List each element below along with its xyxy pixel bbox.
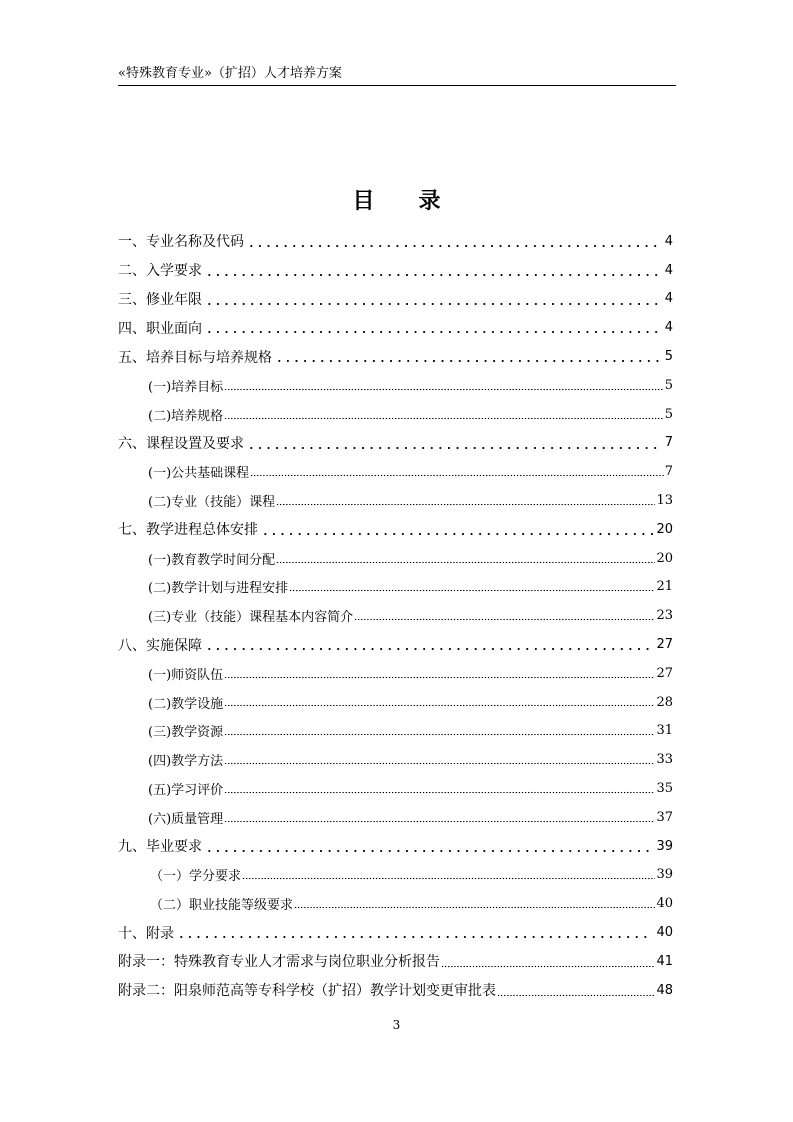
toc-subentry-page: 5 [664, 377, 673, 393]
toc-entry[interactable] [118, 429, 673, 458]
toc-entry-label: 十、附录 [118, 925, 174, 942]
toc-appendix-entry[interactable] [118, 976, 673, 1005]
toc-subentry[interactable] [118, 486, 673, 515]
toc-subentry-page: 20 [656, 550, 673, 566]
header-rule [118, 85, 676, 86]
toc-subentry-label: (一)师资队伍 [148, 667, 224, 683]
dot-leader [289, 580, 655, 594]
toc-entry-page: 4 [664, 320, 673, 336]
dot-leader [261, 522, 653, 538]
toc-subentry-page: 27 [656, 665, 673, 681]
toc-subentry[interactable] [118, 601, 673, 630]
toc-subentry[interactable] [118, 573, 673, 602]
toc-entry[interactable] [118, 313, 673, 342]
toc-subentry-label: (二)专业（技能）课程 [148, 495, 276, 511]
toc-entry[interactable] [118, 630, 673, 659]
dot-leader [224, 695, 655, 709]
toc-subentry[interactable] [118, 544, 673, 573]
toc-subentry-label: (五)学习评价 [148, 783, 224, 799]
dot-leader [441, 954, 655, 970]
toc-subentry[interactable] [118, 688, 673, 717]
dot-leader [224, 378, 664, 392]
toc-entry-label: 一、专业名称及代码 [118, 234, 244, 251]
running-header: «特殊教育专业»（扩招）人才培养方案 [118, 66, 342, 81]
toc-entry-page: 5 [664, 349, 673, 365]
toc-entry-label: 三、修业年限 [118, 291, 202, 308]
toc-appendix-page: 48 [656, 982, 673, 998]
toc-entry-label: 六、课程设置及要求 [118, 435, 244, 452]
toc-entry-label: 五、培养目标与培养规格 [118, 349, 272, 366]
toc-subentry-label: （一）学分要求 [150, 869, 242, 885]
toc-entry-label: 九、毕业要求 [118, 839, 202, 856]
toc-title-char-1: 目 [352, 189, 375, 214]
toc-subentry-label: (一)培养目标 [148, 379, 224, 395]
toc-subentry-label: (六)质量管理 [148, 811, 224, 827]
toc-subentry[interactable] [118, 457, 673, 486]
toc-subentry-page: 33 [656, 752, 673, 768]
dot-leader [224, 782, 655, 796]
toc-appendix-label: 附录一：特殊教育专业人才需求与岗位职业分析报告 [118, 954, 440, 971]
dot-leader [205, 839, 653, 855]
toc-entry[interactable] [118, 832, 673, 861]
toc-subentry-page: 37 [656, 809, 673, 825]
toc-subentry-label: (二)培养规格 [148, 408, 224, 424]
toc-entry-label: 二、入学要求 [118, 263, 202, 280]
toc-subentry[interactable] [118, 774, 673, 803]
toc-subentry-label: (三)专业（技能）课程基本内容简介 [148, 610, 354, 626]
toc-entry-page: 27 [656, 637, 673, 653]
toc-entry-label: 四、职业面向 [118, 320, 202, 337]
dot-leader [205, 638, 653, 654]
toc-subentry-page: 31 [656, 723, 673, 739]
table-of-contents [118, 227, 673, 1005]
toc-entry[interactable] [118, 515, 673, 544]
toc-subentry-page: 13 [656, 493, 673, 509]
dot-leader [275, 350, 662, 366]
toc-entry[interactable] [118, 227, 673, 256]
dot-leader [354, 609, 655, 623]
toc-entry-page: 39 [656, 838, 673, 854]
toc-subentry-page: 7 [664, 464, 673, 480]
toc-subentry-label: (四)教学方法 [148, 754, 224, 770]
toc-subentry-label: (三)教学资源 [148, 725, 224, 741]
toc-subentry-page: 23 [656, 608, 673, 624]
toc-entry[interactable] [118, 342, 673, 371]
dot-leader [205, 263, 662, 279]
toc-appendix-page: 41 [656, 953, 673, 969]
dot-leader [177, 926, 653, 942]
toc-subentry[interactable] [118, 400, 673, 429]
dot-leader [242, 868, 655, 882]
toc-title [0, 184, 793, 215]
toc-subentry-page: 28 [656, 694, 673, 710]
toc-entry[interactable] [118, 256, 673, 285]
toc-title-char-2: 录 [418, 189, 441, 214]
page-number: 3 [392, 1018, 401, 1032]
toc-subentry-page: 21 [656, 579, 673, 595]
toc-entry-label: 七、教学进程总体安排 [118, 522, 258, 539]
dot-leader [205, 292, 662, 308]
toc-entry-page: 20 [656, 521, 673, 537]
toc-entry-page: 4 [664, 233, 673, 249]
toc-subentry-page: 5 [664, 406, 673, 422]
dot-leader [497, 983, 655, 999]
toc-entry-page: 40 [656, 925, 673, 941]
toc-subentry[interactable] [118, 861, 673, 890]
toc-entry-page: 4 [664, 291, 673, 307]
dot-leader [224, 724, 655, 738]
dot-leader [224, 753, 655, 767]
dot-leader [250, 465, 664, 479]
dot-leader [224, 666, 655, 680]
toc-subentry[interactable] [118, 371, 673, 400]
dot-leader [205, 321, 662, 337]
toc-entry-page: 4 [664, 262, 673, 278]
toc-subentry-label: (二)教学计划与进程安排 [148, 581, 289, 597]
toc-entry[interactable] [118, 918, 673, 947]
toc-subentry-page: 39 [656, 867, 673, 883]
dot-leader [224, 810, 655, 824]
toc-subentry[interactable] [118, 717, 673, 746]
toc-subentry[interactable] [118, 745, 673, 774]
dot-leader [247, 436, 662, 452]
dot-leader [294, 897, 655, 911]
toc-subentry[interactable] [118, 889, 673, 918]
toc-subentry-label: (一)教育教学时间分配 [148, 552, 276, 568]
toc-subentry[interactable] [118, 659, 673, 688]
toc-entry-label: 八、实施保障 [118, 637, 202, 654]
toc-entry[interactable] [118, 285, 673, 314]
toc-entry-page: 7 [664, 435, 673, 451]
dot-leader [224, 407, 664, 421]
toc-subentry-label: (一)公共基础课程 [148, 466, 250, 482]
toc-subentry-label: （二）职业技能等级要求 [150, 898, 294, 914]
toc-subentry-page: 35 [656, 781, 673, 797]
toc-subentry-label: (二)教学设施 [148, 696, 224, 712]
toc-appendix-entry[interactable] [118, 947, 673, 976]
toc-appendix-label: 附录二：阳泉师范高等专科学校（扩招）教学计划变更审批表 [118, 983, 496, 1000]
dot-leader [276, 494, 655, 508]
toc-subentry-page: 40 [656, 896, 673, 912]
dot-leader [276, 551, 655, 565]
dot-leader [247, 234, 662, 250]
toc-subentry[interactable] [118, 803, 673, 832]
